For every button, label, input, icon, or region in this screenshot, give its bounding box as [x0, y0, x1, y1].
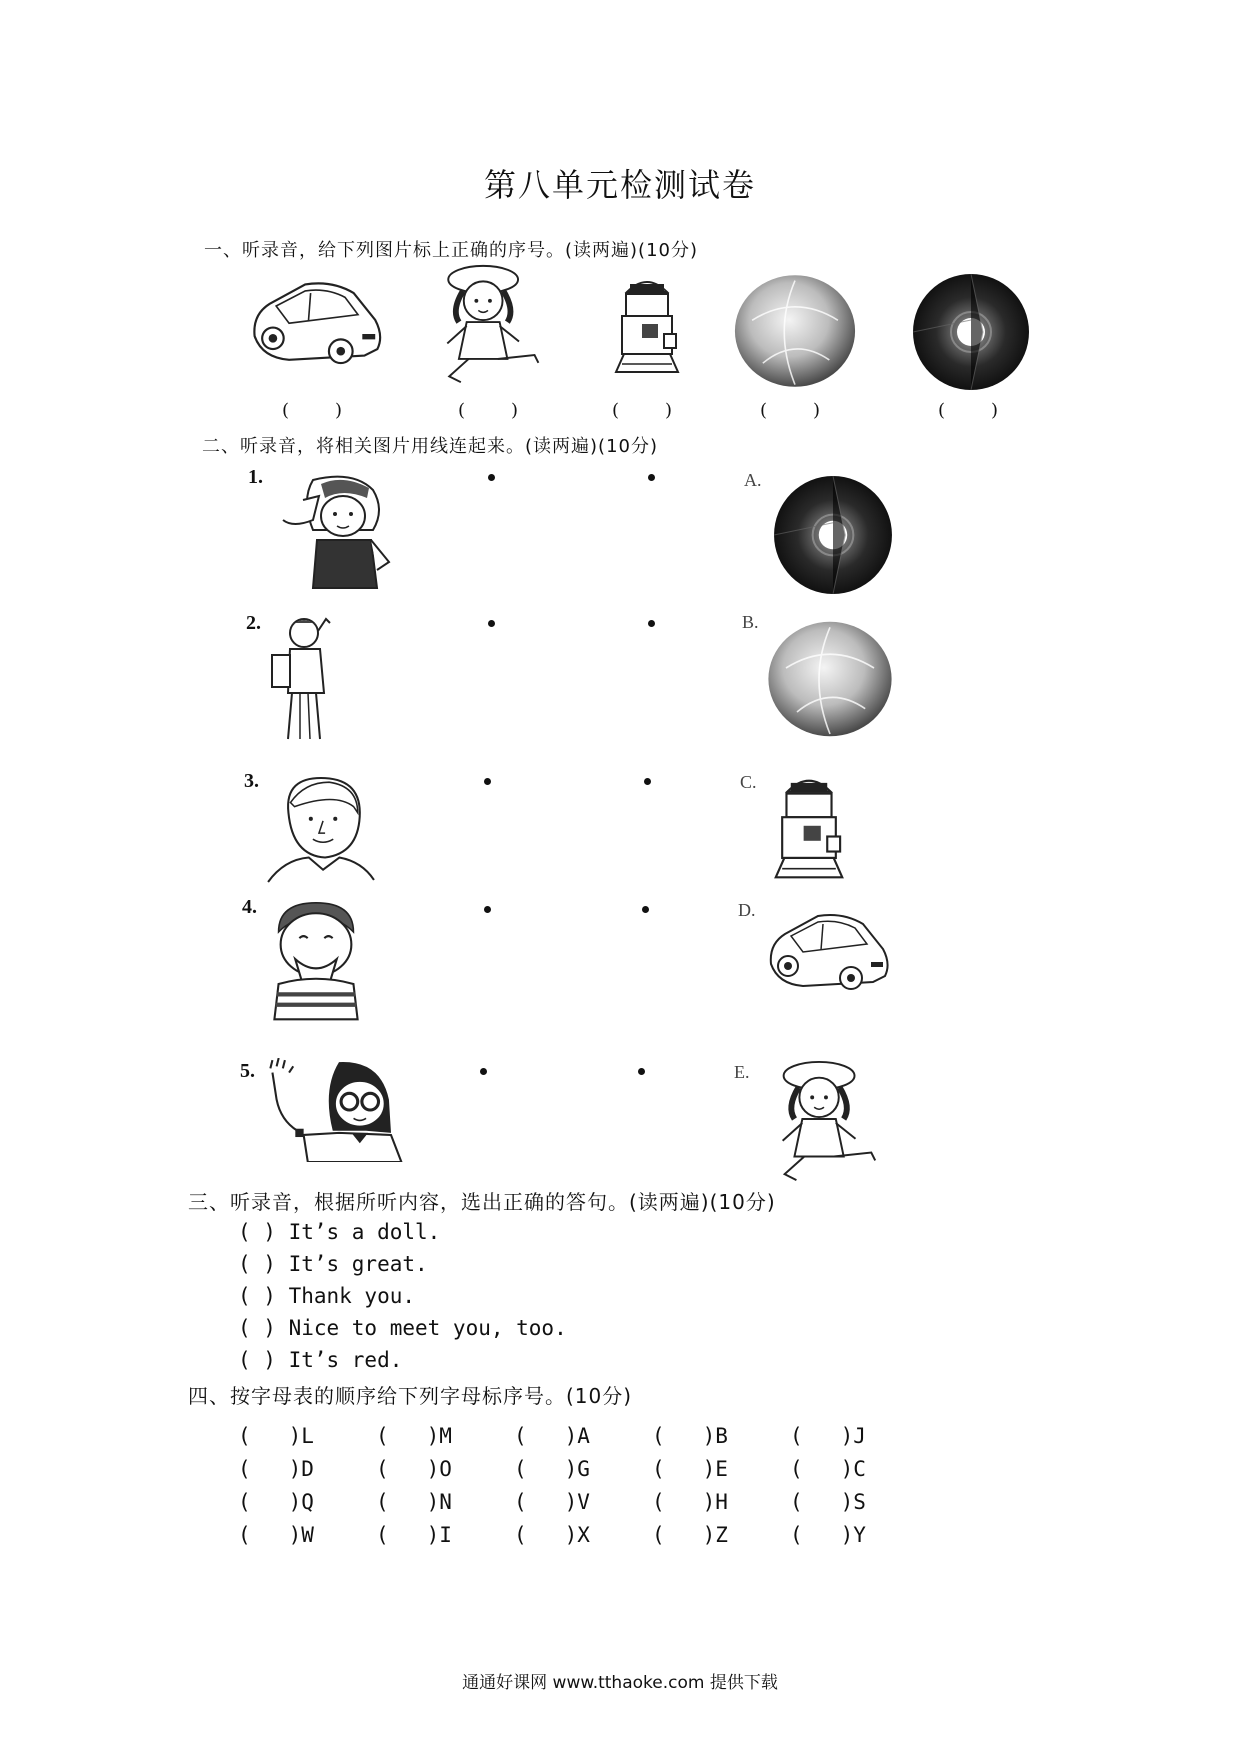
doll-picture [760, 1058, 888, 1186]
answer-blank[interactable]: ( ) [282, 400, 357, 421]
girl-salute-picture [268, 470, 398, 590]
match-number: 1. [248, 466, 263, 488]
letter-blank[interactable]: ( )D [238, 1457, 314, 1481]
letter-blank[interactable]: ( )I [376, 1523, 452, 1547]
match-dot-right[interactable] [638, 1068, 645, 1075]
match-dot-left[interactable] [488, 620, 495, 627]
answer-blank[interactable]: ( ) [938, 400, 1013, 421]
answer-option[interactable]: ( ) Nice to meet you, too. [238, 1316, 567, 1340]
match-dot-left[interactable] [488, 474, 495, 481]
letter-blank[interactable]: ( )Z [652, 1523, 728, 1547]
match-number: 2. [246, 612, 261, 634]
letter-blank[interactable]: ( )S [790, 1490, 866, 1514]
match-letter: D. [738, 900, 756, 920]
answer-blank[interactable]: ( ) [760, 400, 835, 421]
section2-heading: 二、听录音，将相关图片用线连起来。(读两遍)(10分) [202, 436, 658, 457]
page-title: 第八单元检测试卷 [483, 166, 756, 204]
match-letter: E. [734, 1062, 750, 1082]
doll-picture [428, 262, 548, 388]
letter-blank[interactable]: ( )X [514, 1523, 590, 1547]
footer-credit: 通通好课网 www.tthaoke.com 提供下载 [462, 1673, 778, 1693]
car-picture [760, 904, 896, 994]
match-letter: C. [740, 772, 757, 792]
letter-blank[interactable]: ( )G [514, 1457, 590, 1481]
letter-blank[interactable]: ( )Y [790, 1523, 866, 1547]
match-letter: A. [744, 470, 762, 490]
ball-picture [764, 618, 896, 740]
answer-blank[interactable]: ( ) [612, 400, 687, 421]
answer-option[interactable]: ( ) Thank you. [238, 1284, 416, 1308]
car-picture [246, 270, 386, 370]
letter-blank[interactable]: ( )W [238, 1523, 314, 1547]
letter-blank[interactable]: ( )C [790, 1457, 866, 1481]
section1-heading: 一、听录音，给下列图片标上正确的序号。(读两遍)(10分) [204, 240, 698, 261]
match-dot-right[interactable] [648, 474, 655, 481]
match-dot-left[interactable] [484, 906, 491, 913]
letter-blank[interactable]: ( )A [514, 1424, 590, 1448]
letter-blank[interactable]: ( )N [376, 1490, 452, 1514]
letter-blank[interactable]: ( )Q [238, 1490, 314, 1514]
letter-blank[interactable]: ( )J [790, 1424, 866, 1448]
letter-blank[interactable]: ( )B [652, 1424, 728, 1448]
boy-laughing-picture [264, 896, 368, 1022]
letter-blank[interactable]: ( )O [376, 1457, 452, 1481]
letter-blank[interactable]: ( )M [376, 1424, 452, 1448]
ball-picture [730, 272, 860, 390]
disc-picture [772, 474, 894, 596]
match-dot-right[interactable] [648, 620, 655, 627]
match-number: 3. [244, 770, 259, 792]
letter-blank[interactable]: ( )H [652, 1490, 728, 1514]
answer-option[interactable]: ( ) It’s red. [238, 1348, 403, 1372]
disc-picture [908, 272, 1034, 392]
letter-blank[interactable]: ( )L [238, 1424, 314, 1448]
match-dot-left[interactable] [480, 1068, 487, 1075]
answer-option[interactable]: ( ) It’s a doll. [238, 1220, 441, 1244]
section3-heading: 三、听录音，根据所听内容，选出正确的答句。(读两遍)(10分) [188, 1190, 776, 1214]
letter-blank[interactable]: ( )V [514, 1490, 590, 1514]
answer-blank[interactable]: ( ) [458, 400, 533, 421]
girl-glasses-waving-picture [266, 1058, 412, 1162]
match-number: 4. [242, 896, 257, 918]
man-face-picture [264, 772, 376, 884]
robot-picture [768, 770, 850, 888]
match-dot-left[interactable] [484, 778, 491, 785]
section4-heading: 四、按字母表的顺序给下列字母标序号。(10分) [188, 1384, 633, 1408]
match-dot-right[interactable] [644, 778, 651, 785]
answer-option[interactable]: ( ) It’s great. [238, 1252, 428, 1276]
match-number: 5. [240, 1060, 255, 1082]
letter-blank[interactable]: ( )E [652, 1457, 728, 1481]
match-letter: B. [742, 612, 759, 632]
robot-picture [608, 272, 686, 382]
boy-backpack-picture [264, 608, 344, 748]
match-dot-right[interactable] [642, 906, 649, 913]
